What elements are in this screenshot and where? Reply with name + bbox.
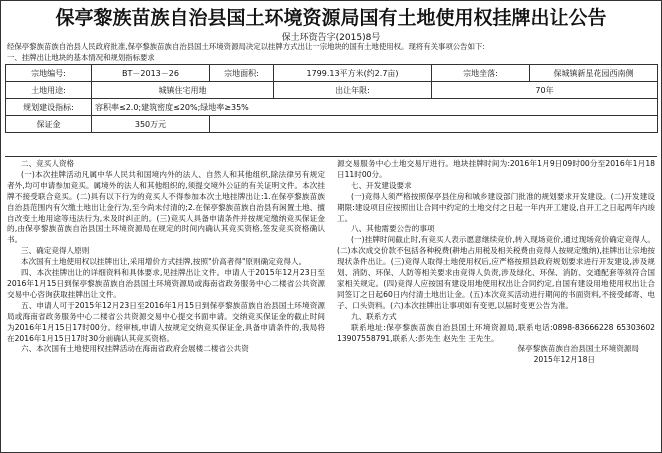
table-row [6,82,658,99]
paragraph: 六、本次国有土地使用权挂牌活动在海南省政府会展楼二楼省公共资 [21,344,249,354]
table-row [6,65,658,82]
paragraph: (一)挂牌时间截止时,有竞买人表示愿意继续竞价,转入现场竞价,通过现场竞价确定竞得人。(二)本次成交价款不包括各种税费(耕地占用税及相关税费由竞得人按规定缴纳),挂牌出让宗地按现状条件出让。(三)竞得人取得土地使用权后,应严格按照县政府规划要求进行开发建设,涉及规划、消防、环保、人防等相关要求由竞得人负责,涉及绿化、环保、消防、交通配套等须符合国家相关规定。(四)竞得人应按国有建设用地使用权出让合同约定,自国有建设用地使用权出让合同签订之日起60日内付清土地出让金。(五)本次竞买活动进行期间的书面资料,不接受邮寄、电子、口头资料。(六)本次挂牌出让事项如有变更,以届时变更公告为准。 [337,235,656,310]
deposit-label: 保证金 [6,116,92,133]
paragraph: (一)竞得人须严格按照保亭县住房和城乡建设部门批准的规划要求开发建设。(二)开发建设期限:建设项目应按照出让合同中约定的土地交付之日起一年内开工建设,自开工之日起两年内竣工。 [337,191,655,223]
section-heading: 九、联系方式 [351,311,397,321]
land-use-value: 城镇住宅用地 [92,82,274,99]
parcel-code-label: 宗地编号: [6,65,92,82]
intro-paragraph: 经保亭黎族苗族自治县人民政府批准,保亭黎族苗族自治县国土环境资源局决定以挂牌方式出让一宗地块的国有土地使用权。现将有关事项公告如下: [7,42,485,51]
table-row [6,116,658,133]
contact-paragraph: 联系地址:保亭黎族苗族自治县国土环境资源局,联系电话:0898-83666228 65303602 13907558791,联系人:彭先生 赵先生 王先生。 [337,322,655,343]
issue-date: 2015年12月18日 [533,355,595,365]
parcel-location-value: 保城镇新星花园西南侧 [530,65,658,82]
section-heading: 八、其他需要公告的事项 [351,224,435,234]
section-heading: 二、竞买人资格 [21,159,75,168]
empty-cell [210,116,658,133]
section-heading-basic-info: 一、挂牌出让地块的基本情况和规划指标要求 [7,52,155,62]
paragraph: (一)本次挂牌活动凡属中华人民共和国境内外的法人、自然人和其他组织,除法律另有规定者外,均可申请参加竞买。属境外的法人和其他组织的,须提交境外公证的有关证明文件。本次挂牌不接受联合竞买。(二)具有以下行为的竞买人不得参加本次土地挂牌出让:1.在保亭黎族苗族自治县范围内有欠缴土地出让金行为,至今尚未付清的;2.在保亭黎族苗族自治县有闲置土地、擅自改变土地用途等违法行为,未及时纠正的。(三)竞买人具备申请条件并按规定缴纳竞买保证金的,由保亭黎族苗族自治县国土环境资源局在规定的时间内确认其竞买资格,签发竞买资格确认书。 [7,169,325,245]
lease-term-value: 70年 [432,82,658,99]
parcel-location-label: 宗地坐落: [432,65,530,82]
notice-body [5,156,657,451]
notice-title: 保亭黎族苗族自治县国土环境资源局国有土地使用权挂牌出让公告 [55,7,607,29]
parcel-area-label: 宗地面积: [210,65,274,82]
section-heading: 三、确定竞得人原则 [21,246,90,256]
land-use-label: 土地用途: [6,82,92,99]
intro-text [7,42,657,63]
right-column [337,159,655,366]
planning-value: 容积率≤2.0;建筑密度≤20%;绿地率≥35% [92,99,658,116]
left-column [7,159,325,355]
paragraph: 本次国有土地使用权以挂牌出让,采用增价方式挂牌,按照"价高者得"原则确定竞得人。 [21,257,307,267]
planning-label: 规划建设指标: [6,99,92,116]
table-row [6,99,658,116]
paragraph: 四、本次挂牌出让的详细资料和具体要求,见挂牌出让文件。申请人于2015年12月23日至2016年1月15日到保亭黎族苗族自治县国土环境资源局或海南省政务服务中心二楼省公共资源交易中心咨询获取挂牌出让文件。 [7,268,325,299]
section-heading: 七、开发建设要求 [351,180,412,190]
issuer-signature: 保亭黎族苗族自治县国土环境资源局 [517,344,639,354]
parcel-code-value: BT－2013－26 [92,65,210,82]
document-number: 保土环资告字(2015)8号 [281,33,381,43]
paragraph: 源交易服务中心土地交易厅进行。地块挂牌时间为:2016年1月9日09时00分至2016年1月18日11时00分。 [337,159,655,179]
paragraph: 五、申请人可于2015年12月23日至2016年1月15日到保亭黎族苗族自治县国土环境资源局或海南省政务服务中心二楼省公共资源交易中心提交书面申请。交纳竞买保证金的截止时间为2016年1月15日17时00分。经审核,申请人按规定交纳竞买保证金,具备申请条件的,我局将在2016年1月15日17时30分前确认其竞买资格。 [7,300,325,343]
lease-term-label: 出让年限: [274,82,432,99]
deposit-value: 350万元 [92,116,210,133]
parcel-area-value: 1799.13平方米(约2.7亩) [274,65,432,82]
parcel-info-table [5,64,658,133]
